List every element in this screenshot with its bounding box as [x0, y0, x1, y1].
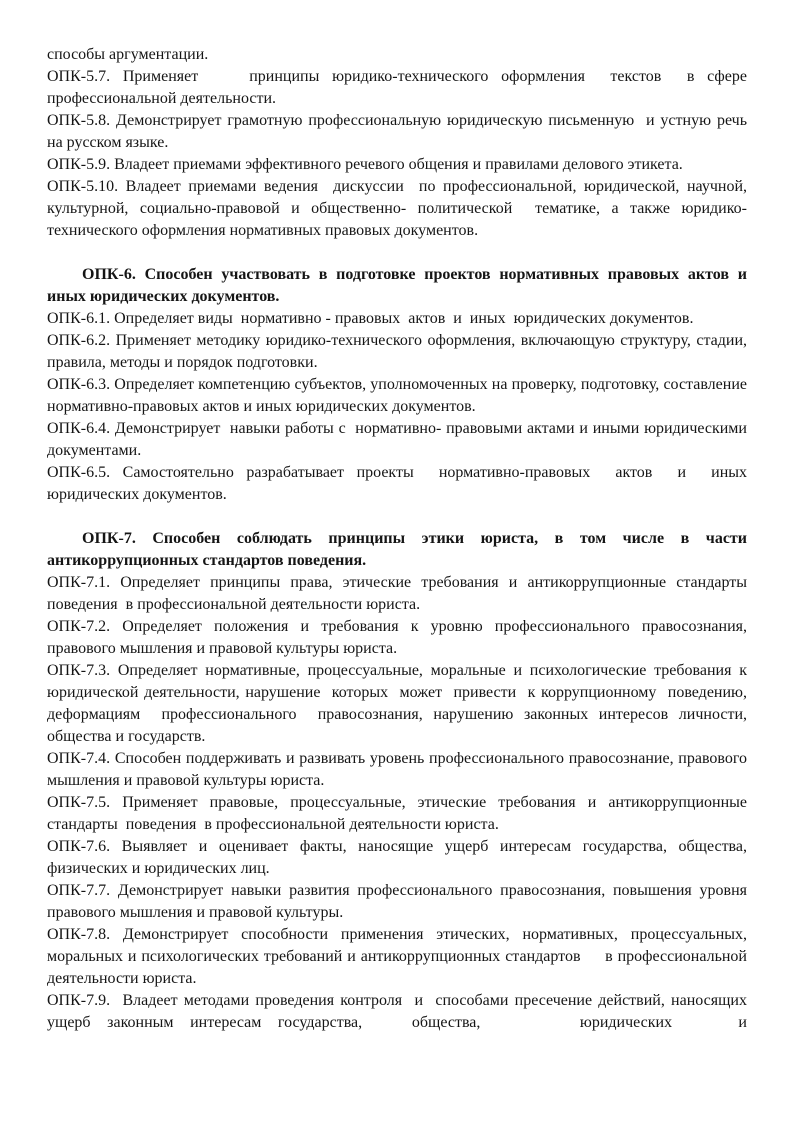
paragraph: ОПК-6.3. Определяет компетенцию субъектов, уполномоченных на проверку, подготовку, составление нормативно-правовых актов и иных юридических документов. — [47, 376, 751, 415]
paragraph: ОПК-7.2. Определяет положения и требования к уровню профессионального правосознания, правового мышления и правовой культуры юриста. — [47, 618, 751, 657]
paragraph-spacer — [47, 242, 747, 264]
paragraph: ОПК-5.9. Владеет приемами эффективного речевого общения и правилами делового этикета. — [47, 156, 683, 173]
paragraph: ОПК-7.1. Определяет принципы права, этические требования и антикоррупционные стандарты поведения в профессиональной деятельности юриста. — [47, 574, 755, 613]
paragraph: ОПК-6.2. Применяет методику юридико-технического оформления, включающую структуру, стадии, правила, методы и порядок подготовки. — [47, 332, 751, 371]
paragraph: ОПК-5.7. Применяет принципы юридико-технического оформления текстов в сфере профессиональной деятельности. — [47, 68, 751, 107]
paragraph: ОПК-6.5. Самостоятельно разрабатывает проекты нормативно-правовых актов и иных юридических документов. — [47, 464, 751, 503]
paragraph: ОПК-7.6. Выявляет и оценивает факты, наносящие ущерб интересам государства, общества, физических и юридических лиц. — [47, 838, 751, 877]
paragraph-spacer — [47, 506, 747, 528]
paragraph: ОПК-7.3. Определяет нормативные, процессуальные, моральные и психологические требования к юридической деятельности, нарушение которых может привести к коррупционному поведению, деформациям профессионального правосознания, нарушению законных интересов личности, общества и государств. — [47, 662, 755, 745]
paragraph: ОПК-5.8. Демонстрирует грамотную профессиональную юридическую письменную и устную речь на русском языке. — [47, 112, 751, 151]
paragraph: способы аргументации. — [47, 46, 209, 63]
paragraph: ОПК-7.5. Применяет правовые, процессуальные, этические требования и антикоррупционные стандарты поведения в профессиональной деятельности юриста. — [47, 794, 751, 833]
paragraph: ОПК-7.9. Владеет методами проведения контроля и способами пресечение действий, наносящих ущерб законным интересам государства, общества, юридических и — [47, 992, 751, 1031]
paragraph: ОПК-7.7. Демонстрирует навыки развития профессионального правосознания, повышения уровня правового мышления и правовой культуры. — [47, 882, 751, 921]
paragraph: ОПК-6.4. Демонстрирует навыки работы с нормативно- правовыми актами и иными юридическими документами. — [47, 420, 751, 459]
section-heading: ОПК-7. Способен соблюдать принципы этики юриста, в том числе в части антикоррупционных стандартов поведения. — [47, 530, 751, 569]
section-heading: ОПК-6. Способен участвовать в подготовке проектов нормативных правовых актов и иных юридических документов. — [47, 266, 751, 305]
paragraph: ОПК-7.4. Способен поддерживать и развивать уровень профессионального правосознание, правового мышления и правовой культуры юриста. — [47, 750, 751, 789]
paragraph: ОПК-7.8. Демонстрирует способности применения этических, нормативных, процессуальных, моральных и психологических требований и антикоррупционных стандартов в профессиональной деятельности юриста. — [47, 926, 751, 987]
paragraph: ОПК-5.10. Владеет приемами ведения дискуссии по профессиональной, юридической, научной, культурной, социально-правовой и общественно- политической тематике, а также юридико-технического оформления нормативных правовых документов. — [47, 178, 751, 239]
paragraph: ОПК-6.1. Определяет виды нормативно - правовых актов и иных юридических документов. — [47, 310, 694, 327]
